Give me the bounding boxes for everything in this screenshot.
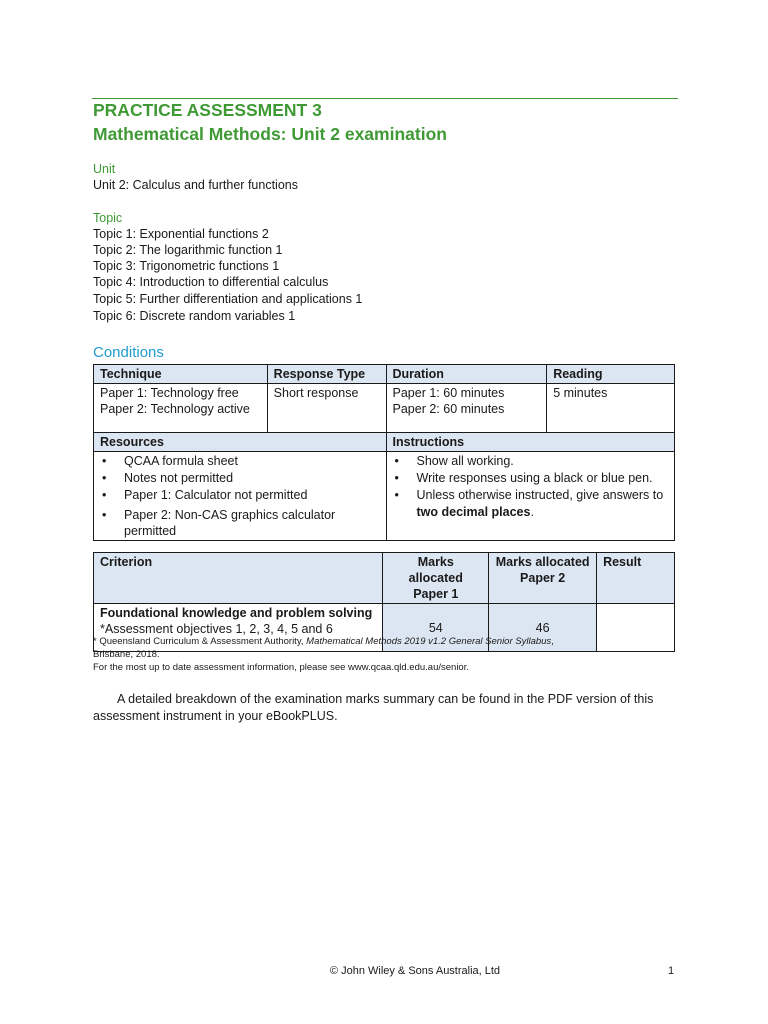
marks-paper1-header-line1: Marks allocated (408, 555, 463, 585)
conditions-table (93, 364, 675, 541)
marks-paper2-header-line2: Paper 2 (520, 571, 566, 585)
topic-item: Topic 2: The logarithmic function 1 (93, 243, 283, 257)
footnote-prefix: * Queensland Curriculum & Assessment Authority, (93, 636, 307, 647)
reading-cell: 5 minutes (547, 384, 675, 433)
duration-header: Duration (386, 365, 547, 384)
body-paragraph: A detailed breakdown of the examination marks summary can be found in the PDF version of this assessment instrument in your eBookPLUS. (93, 692, 654, 723)
page-subtitle: Mathematical Methods: Unit 2 examination (93, 124, 447, 144)
resources-list (100, 453, 380, 539)
criterion-header: Criterion (94, 553, 383, 604)
list-item: • QCAA formula sheet (100, 453, 380, 470)
resources-cell (94, 452, 387, 541)
list-item: • Show all working. (393, 453, 668, 470)
copyright: © John Wiley & Sons Australia, Ltd (329, 965, 501, 977)
duration-paper2: Paper 2: 60 minutes (392, 402, 505, 416)
marks-paper2-value: 46 (489, 604, 597, 652)
marks-paper1-header (383, 553, 489, 604)
criterion-objectives: *Assessment objectives 1, 2, 3, 4, 5 and 6 (100, 622, 333, 636)
list-item: • Paper 2: Non-CAS graphics calculator permitted (100, 507, 380, 539)
topic-label: Topic (93, 211, 123, 225)
response-type-cell: Short response (267, 384, 386, 433)
footnote-italic: Mathematical Methods 2019 v1.2 General Senior Syllabus (306, 636, 552, 647)
technique-header: Technique (94, 365, 268, 384)
duration-paper1: Paper 1: 60 minutes (392, 386, 505, 400)
footnote-suffix: , (551, 636, 554, 647)
instruction-bold-text: two decimal places (416, 505, 531, 519)
result-cell (597, 604, 675, 652)
technique-paper1: Paper 1: Technology free (100, 386, 239, 400)
marks-paper2-header (489, 553, 597, 604)
result-header: Result (597, 553, 675, 604)
instructions-cell (386, 452, 674, 541)
marks-paper1-header-line2: Paper 1 (413, 587, 459, 601)
list-item (393, 487, 668, 521)
footnote-line2: Brisbane, 2018. (93, 649, 160, 660)
page-title: PRACTICE ASSESSMENT 3 (93, 100, 322, 120)
reading-header: Reading (547, 365, 675, 384)
unit-label: Unit (93, 162, 116, 176)
footnote-line1 (93, 636, 554, 647)
topic-item: Topic 6: Discrete random variables 1 (93, 309, 296, 323)
list-item: • Notes not permitted (100, 470, 380, 487)
footnote-line3: For the most up to date assessment information, please see www.qcaa.qld.edu.au/senior. (93, 662, 469, 673)
instruction-text-end: . (530, 505, 534, 519)
list-item: • Write responses using a black or blue pen. (393, 470, 668, 487)
instructions-header: Instructions (386, 433, 674, 452)
topic-item: Topic 1: Exponential functions 2 (93, 227, 269, 241)
marks-paper2-header-line1: Marks allocated (495, 555, 590, 569)
technique-cell (94, 384, 268, 433)
conditions-heading: Conditions (93, 344, 164, 361)
list-item: • Paper 1: Calculator not permitted (100, 487, 380, 504)
marks-paper1-value: 54 (383, 604, 489, 652)
instructions-list (393, 453, 668, 521)
criterion-title: Foundational knowledge and problem solving (100, 606, 373, 620)
page-number: 1 (668, 965, 675, 977)
response-type-header: Response Type (267, 365, 386, 384)
topic-item: Topic 5: Further differentiation and applications 1 (93, 292, 363, 306)
header-rule (92, 98, 678, 99)
resources-header: Resources (94, 433, 387, 452)
topic-item: Topic 3: Trigonometric functions 1 (93, 259, 280, 273)
technique-paper2: Paper 2: Technology active (100, 402, 250, 416)
instruction-text: Unless otherwise instructed, give answers to (416, 488, 664, 502)
unit-value: Unit 2: Calculus and further functions (93, 178, 298, 192)
duration-cell (386, 384, 547, 433)
topic-item: Topic 4: Introduction to differential calculus (93, 275, 329, 289)
